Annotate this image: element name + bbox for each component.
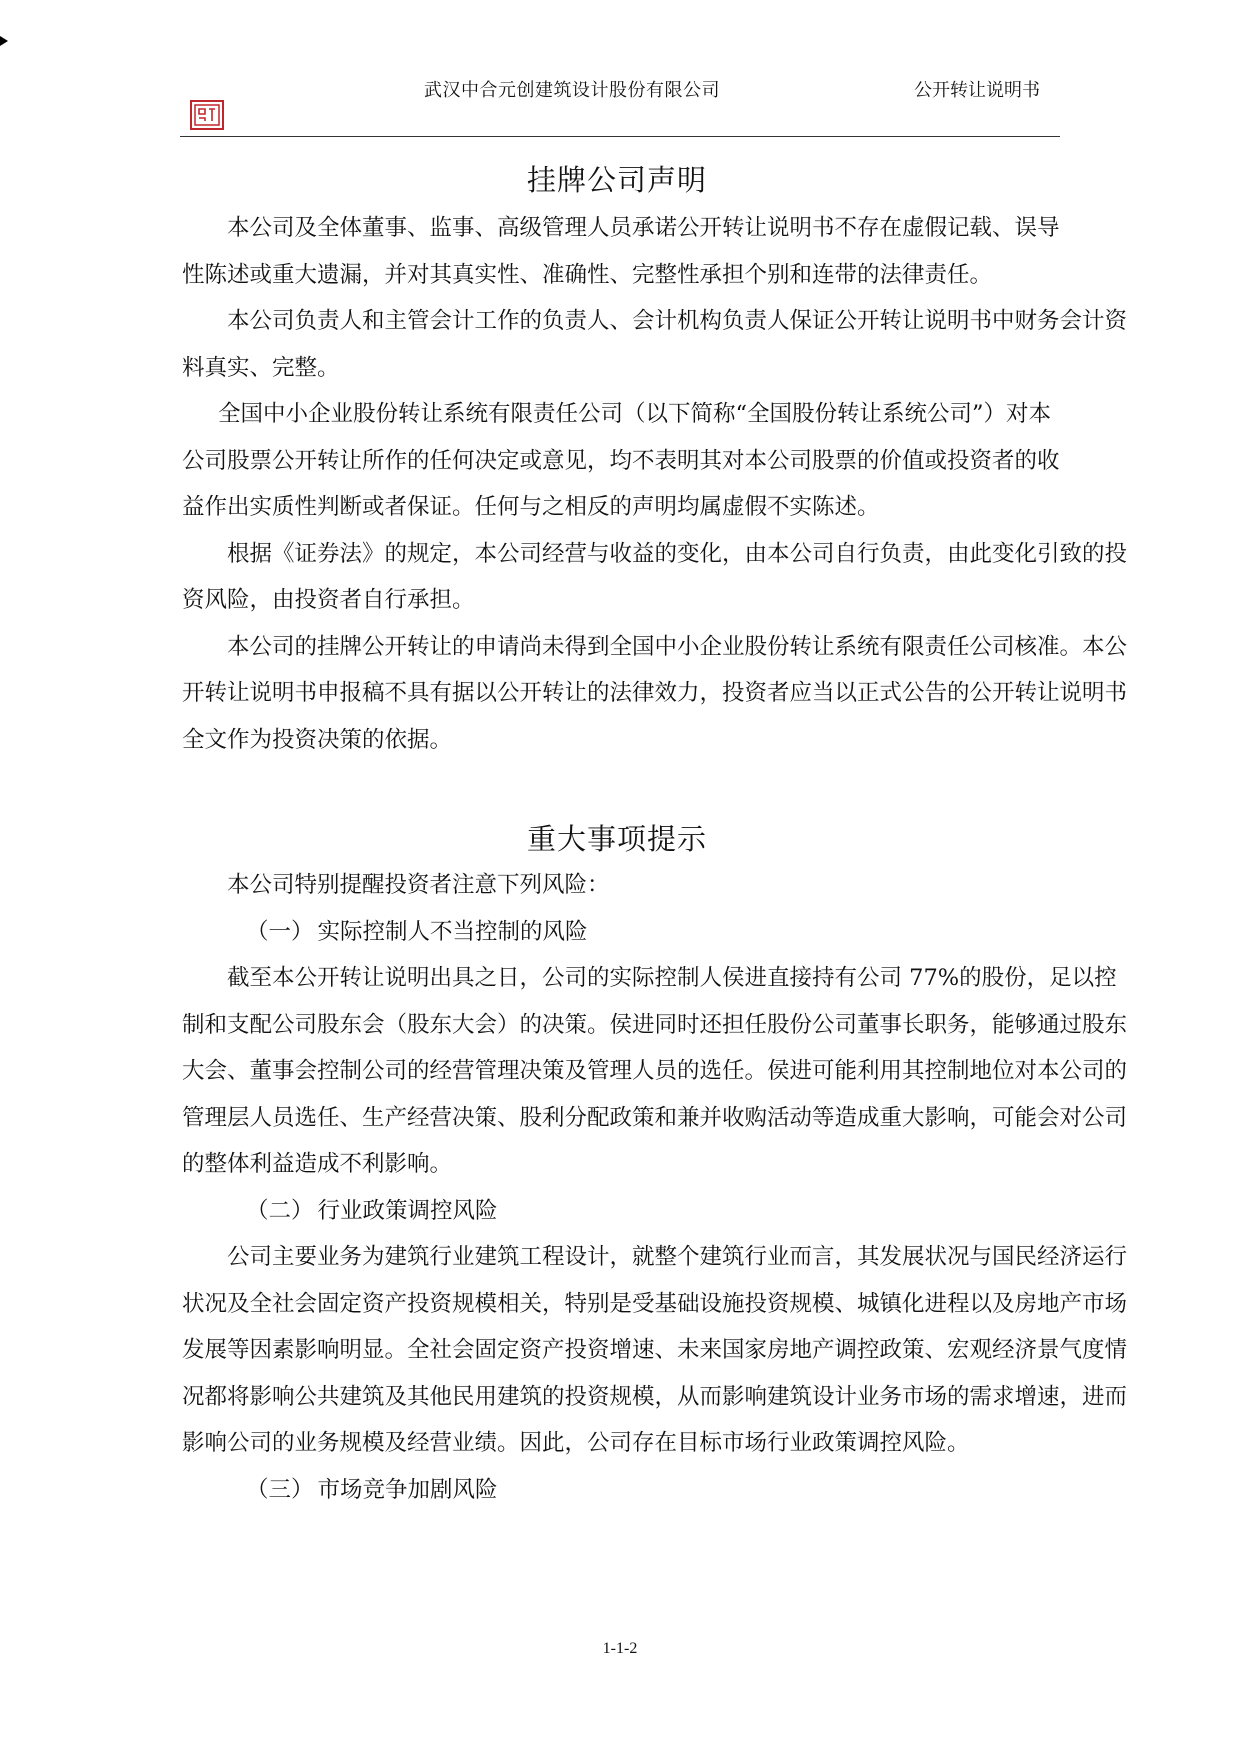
header-company-name: 武汉中合元创建筑设计股份有限公司 <box>424 80 720 101</box>
major-matters-intro: 本公司特别提醒投资者注意下列风险： <box>227 872 610 898</box>
declaration-title: 挂牌公司声明 <box>526 163 707 197</box>
declaration-paragraph: 全国中小企业股份转让系统有限责任公司（以下简称“全国股份转让系统公司”）对本公司股票公开转让所作的任何决定或意见，均不表明其对本公司股票的价值或投资者的收益作出实质性判断或者保证。任何与之相反的声明均属虚假不实陈述。 <box>182 401 1060 520</box>
page-corner-mark <box>0 36 8 46</box>
risk-heading <box>182 1188 1132 1235</box>
risk-number: （三） <box>246 1476 314 1503</box>
risk-number: （二） <box>246 1197 314 1224</box>
declaration-paragraph: 根据《证券法》的规定，本公司经营与收益的变化，由本公司自行负责，由此变化引致的投资风险，由投资者自行承担。 <box>182 540 1128 613</box>
risk-heading <box>182 1467 1132 1514</box>
risk-heading-text: 市场竞争加剧风险 <box>317 1476 498 1503</box>
risk-body: 截至本公开转让说明出具之日，公司的实际控制人侯进直接持有公司 77%的股份，足以控制和支配公司股东会（股东大会）的决策。侯进同时还担任股份公司董事长职务，能够通过股东大会、董事会控制公司的经营管理决策及管理人员的选任。侯进可能利用其控制地位对本公司的管理层人员选任、生产经营决策、股利分配政策和兼并收购活动等造成重大影响，可能会对公司的整体利益造成不利影响。 <box>182 965 1128 1177</box>
page-header <box>180 72 1060 137</box>
risk-body: 公司主要业务为建筑行业建筑工程设计，就整个建筑行业而言，其发展状况与国民经济运行状况及全社会固定资产投资规模相关，特别是受基础设施投资规模、城镇化进程以及房地产市场发展等因素影响明显。全社会固定资产投资增速、未来国家房地产调控政策、宏观经济景气度情况都将影响公共建筑及其他民用建筑的投资规模，从而影响建筑设计业务市场的需求增速，进而影响公司的业务规模及经营业绩。因此，公司存在目标市场行业政策调控风险。 <box>182 1244 1128 1456</box>
header-document-type: 公开转让说明书 <box>914 80 1040 101</box>
risk-heading-text: 行业政策调控风险 <box>317 1197 498 1224</box>
risk-number: （一） <box>246 918 314 945</box>
page-number: 1-1-2 <box>602 1640 638 1657</box>
declaration-paragraph: 本公司负责人和主管会计工作的负责人、会计机构负责人保证公开转让说明书中财务会计资料真实、完整。 <box>182 308 1128 381</box>
declaration-paragraph: 本公司的挂牌公开转让的申请尚未得到全国中小企业股份转让系统有限责任公司核准。本公开转让说明书申报稿不具有据以公开转让的法律效力，投资者应当以正式公告的公开转让说明书全文作为投资决策的依据。 <box>182 633 1128 753</box>
major-matters-title: 重大事项提示 <box>526 822 707 856</box>
document-body <box>182 152 1132 1513</box>
declaration-paragraph: 本公司及全体董事、监事、高级管理人员承诺公开转让说明书不存在虚假记载、误导性陈述或重大遗漏，并对其真实性、准确性、完整性承担个别和连带的法律责任。 <box>182 215 1060 288</box>
company-logo-icon <box>190 100 224 130</box>
risk-heading-text: 实际控制人不当控制的风险 <box>317 918 588 945</box>
risk-heading <box>182 909 1132 956</box>
